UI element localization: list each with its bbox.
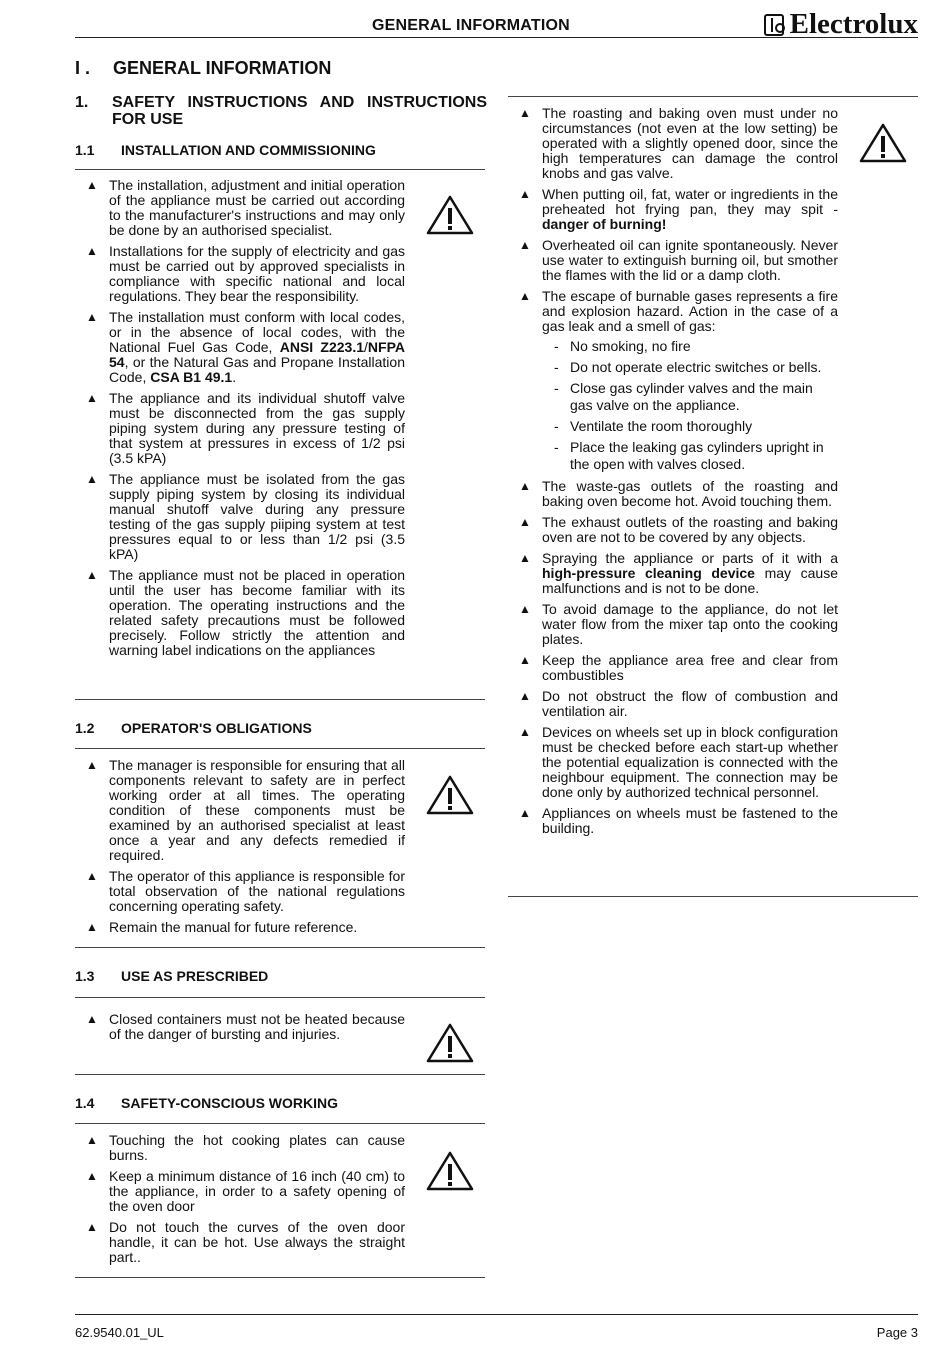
subsection-heading-1-4 [75, 1095, 338, 1111]
list-item: ▲ The waste-gas outlets of the roasting and baking oven become hot. Avoid touching them. [519, 479, 838, 509]
list-item: ▲ The operator of this appliance is responsible for total observation of the national regulations concerning operating safety. [86, 869, 405, 914]
list-item [519, 551, 838, 596]
item-text: The installation must conform with local codes, or in the absence of local codes, with the National Fuel Gas Code, [109, 309, 405, 355]
item-text: When putting oil, fat, water or ingredients in the preheated hot frying pan, they may spit - [542, 186, 838, 217]
list-item: ▲ Do not obstruct the flow of combustion and ventilation air. [519, 689, 838, 719]
prescribed-use-list [86, 1012, 405, 1048]
subsection-title: USE AS PRESCRIBED [121, 968, 269, 984]
list-item: ▲ To avoid damage to the appliance, do not let water flow from the mixer tap onto the cooking plates. [519, 602, 838, 647]
action-item: - Do not operate electric switches or bells. [542, 359, 838, 376]
list-item: ▲ Appliances on wheels must be fastened to the building. [519, 806, 838, 836]
list-item: ▲ The manager is responsible for ensuring that all components relevant to safety are in perfect working order at all times. The operating condition of these components must be examined by an authorised specialist at least once a year and any defects remedied if required. [86, 758, 405, 863]
warning-icon [426, 774, 474, 816]
divider [75, 1123, 485, 1124]
warning-icon [426, 1022, 474, 1064]
gas-leak-actions [542, 338, 838, 473]
page-number: Page 3 [876, 1325, 918, 1340]
list-item: ▲ The exhaust outlets of the roasting and baking oven are not to be covered by any objects. [519, 515, 838, 545]
subsection-number: 1.1 [75, 142, 95, 158]
section-title: SAFETY INSTRUCTIONS AND INSTRUCTIONS FOR USE [112, 94, 487, 128]
action-item: - No smoking, no fire [542, 338, 838, 355]
page-header-title: GENERAL INFORMATION [372, 17, 570, 34]
item-text: . [232, 369, 237, 385]
divider [75, 169, 485, 170]
subsection-title: OPERATOR'S OBLIGATIONS [121, 720, 312, 736]
ansi-code: ANSI Z223.1 [279, 339, 365, 355]
header-rule [75, 37, 918, 38]
subsection-heading-1-3 [75, 968, 268, 984]
subsection-number: 1.3 [75, 968, 95, 984]
device-emphasis: high-pressure cleaning device [542, 565, 755, 581]
divider [508, 896, 918, 897]
subsection-title: INSTALLATION AND COMMISSIONING [121, 142, 376, 158]
csa-code: CSA B1 49.1 [150, 369, 233, 385]
electrolux-logo-icon [764, 14, 784, 36]
list-item: ▲ The appliance must not be placed in operation until the user has become familiar with its operation. The operating instructions and the related safety precautions must be followed precisely. Follow strictly the attention and warning label indications on the appliances [86, 568, 405, 658]
section-heading [75, 94, 487, 128]
subsection-number: 1.4 [75, 1095, 95, 1111]
footer-rule [75, 1314, 918, 1315]
item-text: Spraying the appliance or parts of it with a [542, 550, 838, 566]
list-item: ▲ Installations for the supply of electricity and gas must be carried out by approved specialists in compliance with specific national and local regulations. They bear the responsibility. [86, 244, 405, 304]
divider [75, 1277, 485, 1278]
section-number: 1. [75, 94, 89, 111]
warning-icon [859, 122, 907, 164]
document-number: 62.9540.01_UL [75, 1325, 164, 1340]
item-text: The escape of burnable gases represents a fire and explosion hazard. Action in the case of a gas leak and a smell of gas: [542, 288, 838, 334]
list-item: ▲ Closed containers must not be heated because of the danger of bursting and injuries. [86, 1012, 405, 1042]
obligations-list [86, 758, 405, 941]
list-item: ▲ Do not touch the curves of the oven door handle, it can be hot. Use always the straight part.. [86, 1220, 405, 1265]
list-item: ▲ Remain the manual for future reference. [86, 920, 405, 935]
subsection-title: SAFETY-CONSCIOUS WORKING [121, 1095, 339, 1111]
divider [75, 947, 485, 948]
installation-list [86, 178, 405, 664]
list-item: ▲ Keep a minimum distance of 16 inch (40 cm) to the appliance, in order to a safety opening of the oven door [86, 1169, 405, 1214]
item-text: / [364, 339, 368, 355]
brand-name: Electrolux [789, 8, 918, 40]
safe-working-list [86, 1133, 405, 1271]
list-item: ▲ The roasting and baking oven must under no circumstances (not even at the low setting) be operated with a slightly opened door, since the high temperatures can damage the control knobs and gas valve. [519, 106, 838, 181]
list-item: ▲ The appliance must be isolated from the gas supply piping system by closing its individual manual shutoff valve during any pressure testing of the gas supply piiping system at test pressures equal to or less than 1/2 psi (3.5 kPA) [86, 472, 405, 562]
danger-emphasis: danger of burning! [542, 216, 667, 232]
list-item: ▲ Overheated oil can ignite spontaneously. Never use water to extinguish burning oil, but smother the flames with the lid or a damp cloth. [519, 238, 838, 283]
list-item: ▲ Keep the appliance area free and clear from combustibles [519, 653, 838, 683]
warning-icon [426, 194, 474, 236]
list-item: ▲ Touching the hot cooking plates can cause burns. [86, 1133, 405, 1163]
subsection-number: 1.2 [75, 720, 95, 736]
divider [75, 997, 485, 998]
action-item: - Place the leaking gas cylinders upright in the open with valves closed. [542, 439, 838, 473]
subsection-heading-1-2 [75, 720, 312, 736]
nfpa-code: NFPA 54 [109, 339, 405, 370]
hazard-list [519, 106, 838, 842]
list-item: ▲ The appliance and its individual shutoff valve must be disconnected from the gas supply piping system during any pressure testing of that system at pressures in excess of 1/2 psi (3.5 kPA) [86, 391, 405, 466]
chapter-number: I . [75, 58, 91, 78]
item-text: , or the Natural Gas and Propane Installation Code, [109, 354, 405, 385]
list-item: ▲ The installation, adjustment and initial operation of the appliance must be carried out according to the manufacturer's instructions and may only be done by an authorised specialist. [86, 178, 405, 238]
divider [75, 699, 485, 700]
list-item [519, 289, 838, 473]
divider [75, 748, 485, 749]
chapter-heading [75, 58, 331, 79]
chapter-title: GENERAL INFORMATION [113, 58, 332, 78]
item-text: may cause malfunctions and is not to be done. [542, 565, 838, 596]
list-item [519, 187, 838, 232]
subsection-heading-1-1 [75, 142, 376, 158]
list-item: ▲ Devices on wheels set up in block configuration must be checked before each start-up whether the potential equalization is connected with the neighbour equipment. The connection may be done only by authorized technical personnel. [519, 725, 838, 800]
warning-icon [426, 1150, 474, 1192]
divider [75, 1074, 485, 1075]
action-item: - Close gas cylinder valves and the main gas valve on the appliance. [542, 380, 838, 414]
divider [508, 96, 918, 97]
action-item: - Ventilate the room thoroughly [542, 418, 838, 435]
list-item [86, 310, 405, 385]
